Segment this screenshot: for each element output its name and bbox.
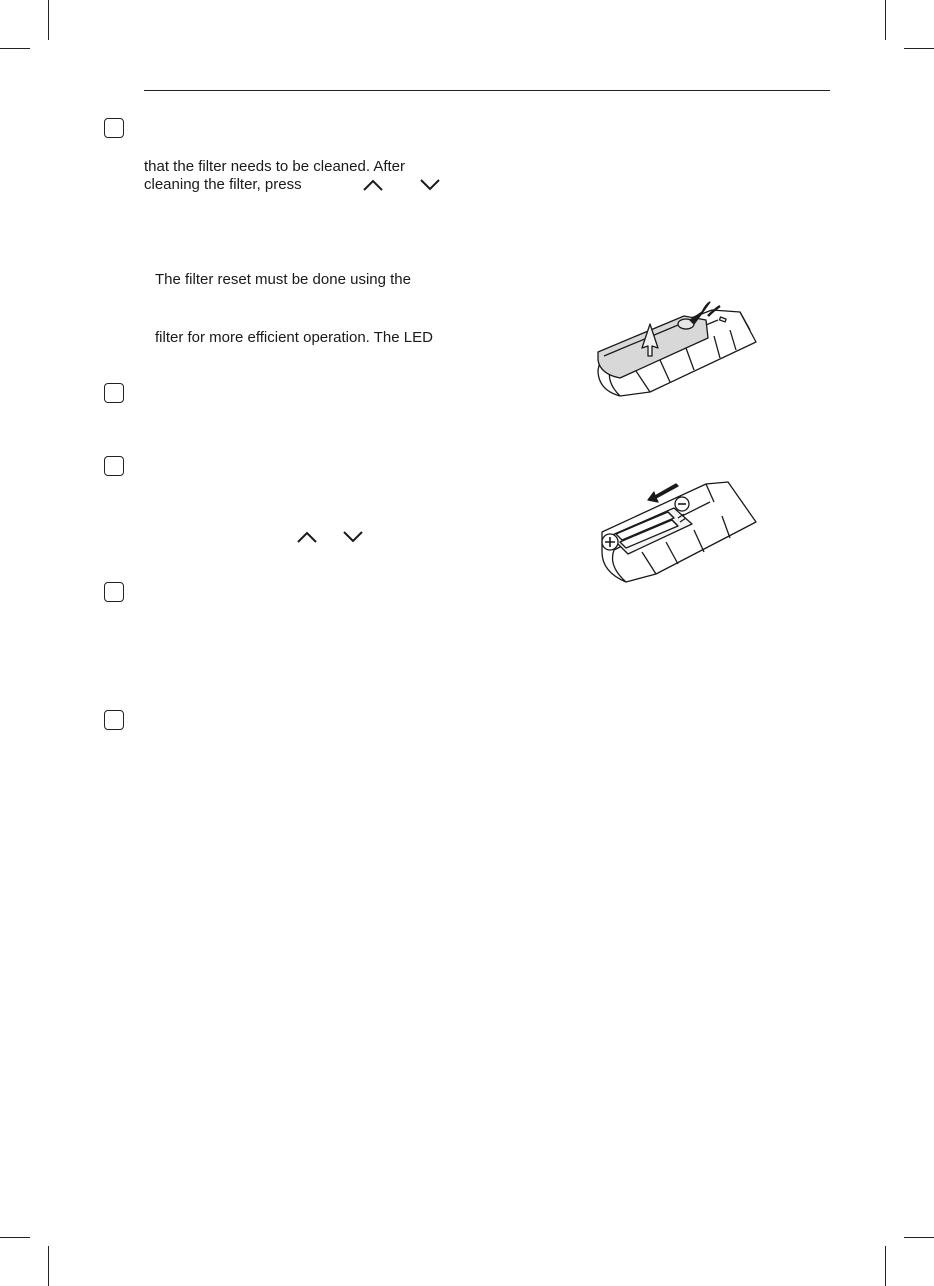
step-box (104, 118, 124, 138)
note-line: The filter reset must be done using the (155, 271, 411, 288)
crop-mark (885, 0, 886, 40)
note-line: filter for more efficient operation. The LED (155, 329, 433, 346)
step-box (104, 582, 124, 602)
body-line: cleaning the filter, press (144, 176, 302, 193)
crop-mark (885, 1246, 886, 1286)
body-line: that the filter needs to be cleaned. After (144, 158, 406, 175)
crop-mark (48, 1246, 49, 1286)
crop-mark (904, 48, 934, 49)
crop-mark (904, 1237, 934, 1238)
crop-mark (0, 48, 30, 49)
remote-battery-cover-illustration (590, 290, 765, 400)
chevron-down-icon (342, 530, 364, 544)
remote-battery-insert-illustration (598, 472, 760, 588)
crop-mark (48, 0, 49, 40)
step-box (104, 710, 124, 730)
chevron-up-icon (362, 178, 384, 192)
crop-mark (0, 1237, 30, 1238)
chevron-up-icon (296, 530, 318, 544)
step-box (104, 383, 124, 403)
chevron-down-icon (419, 178, 441, 192)
header-rule (144, 90, 830, 91)
step-box (104, 456, 124, 476)
